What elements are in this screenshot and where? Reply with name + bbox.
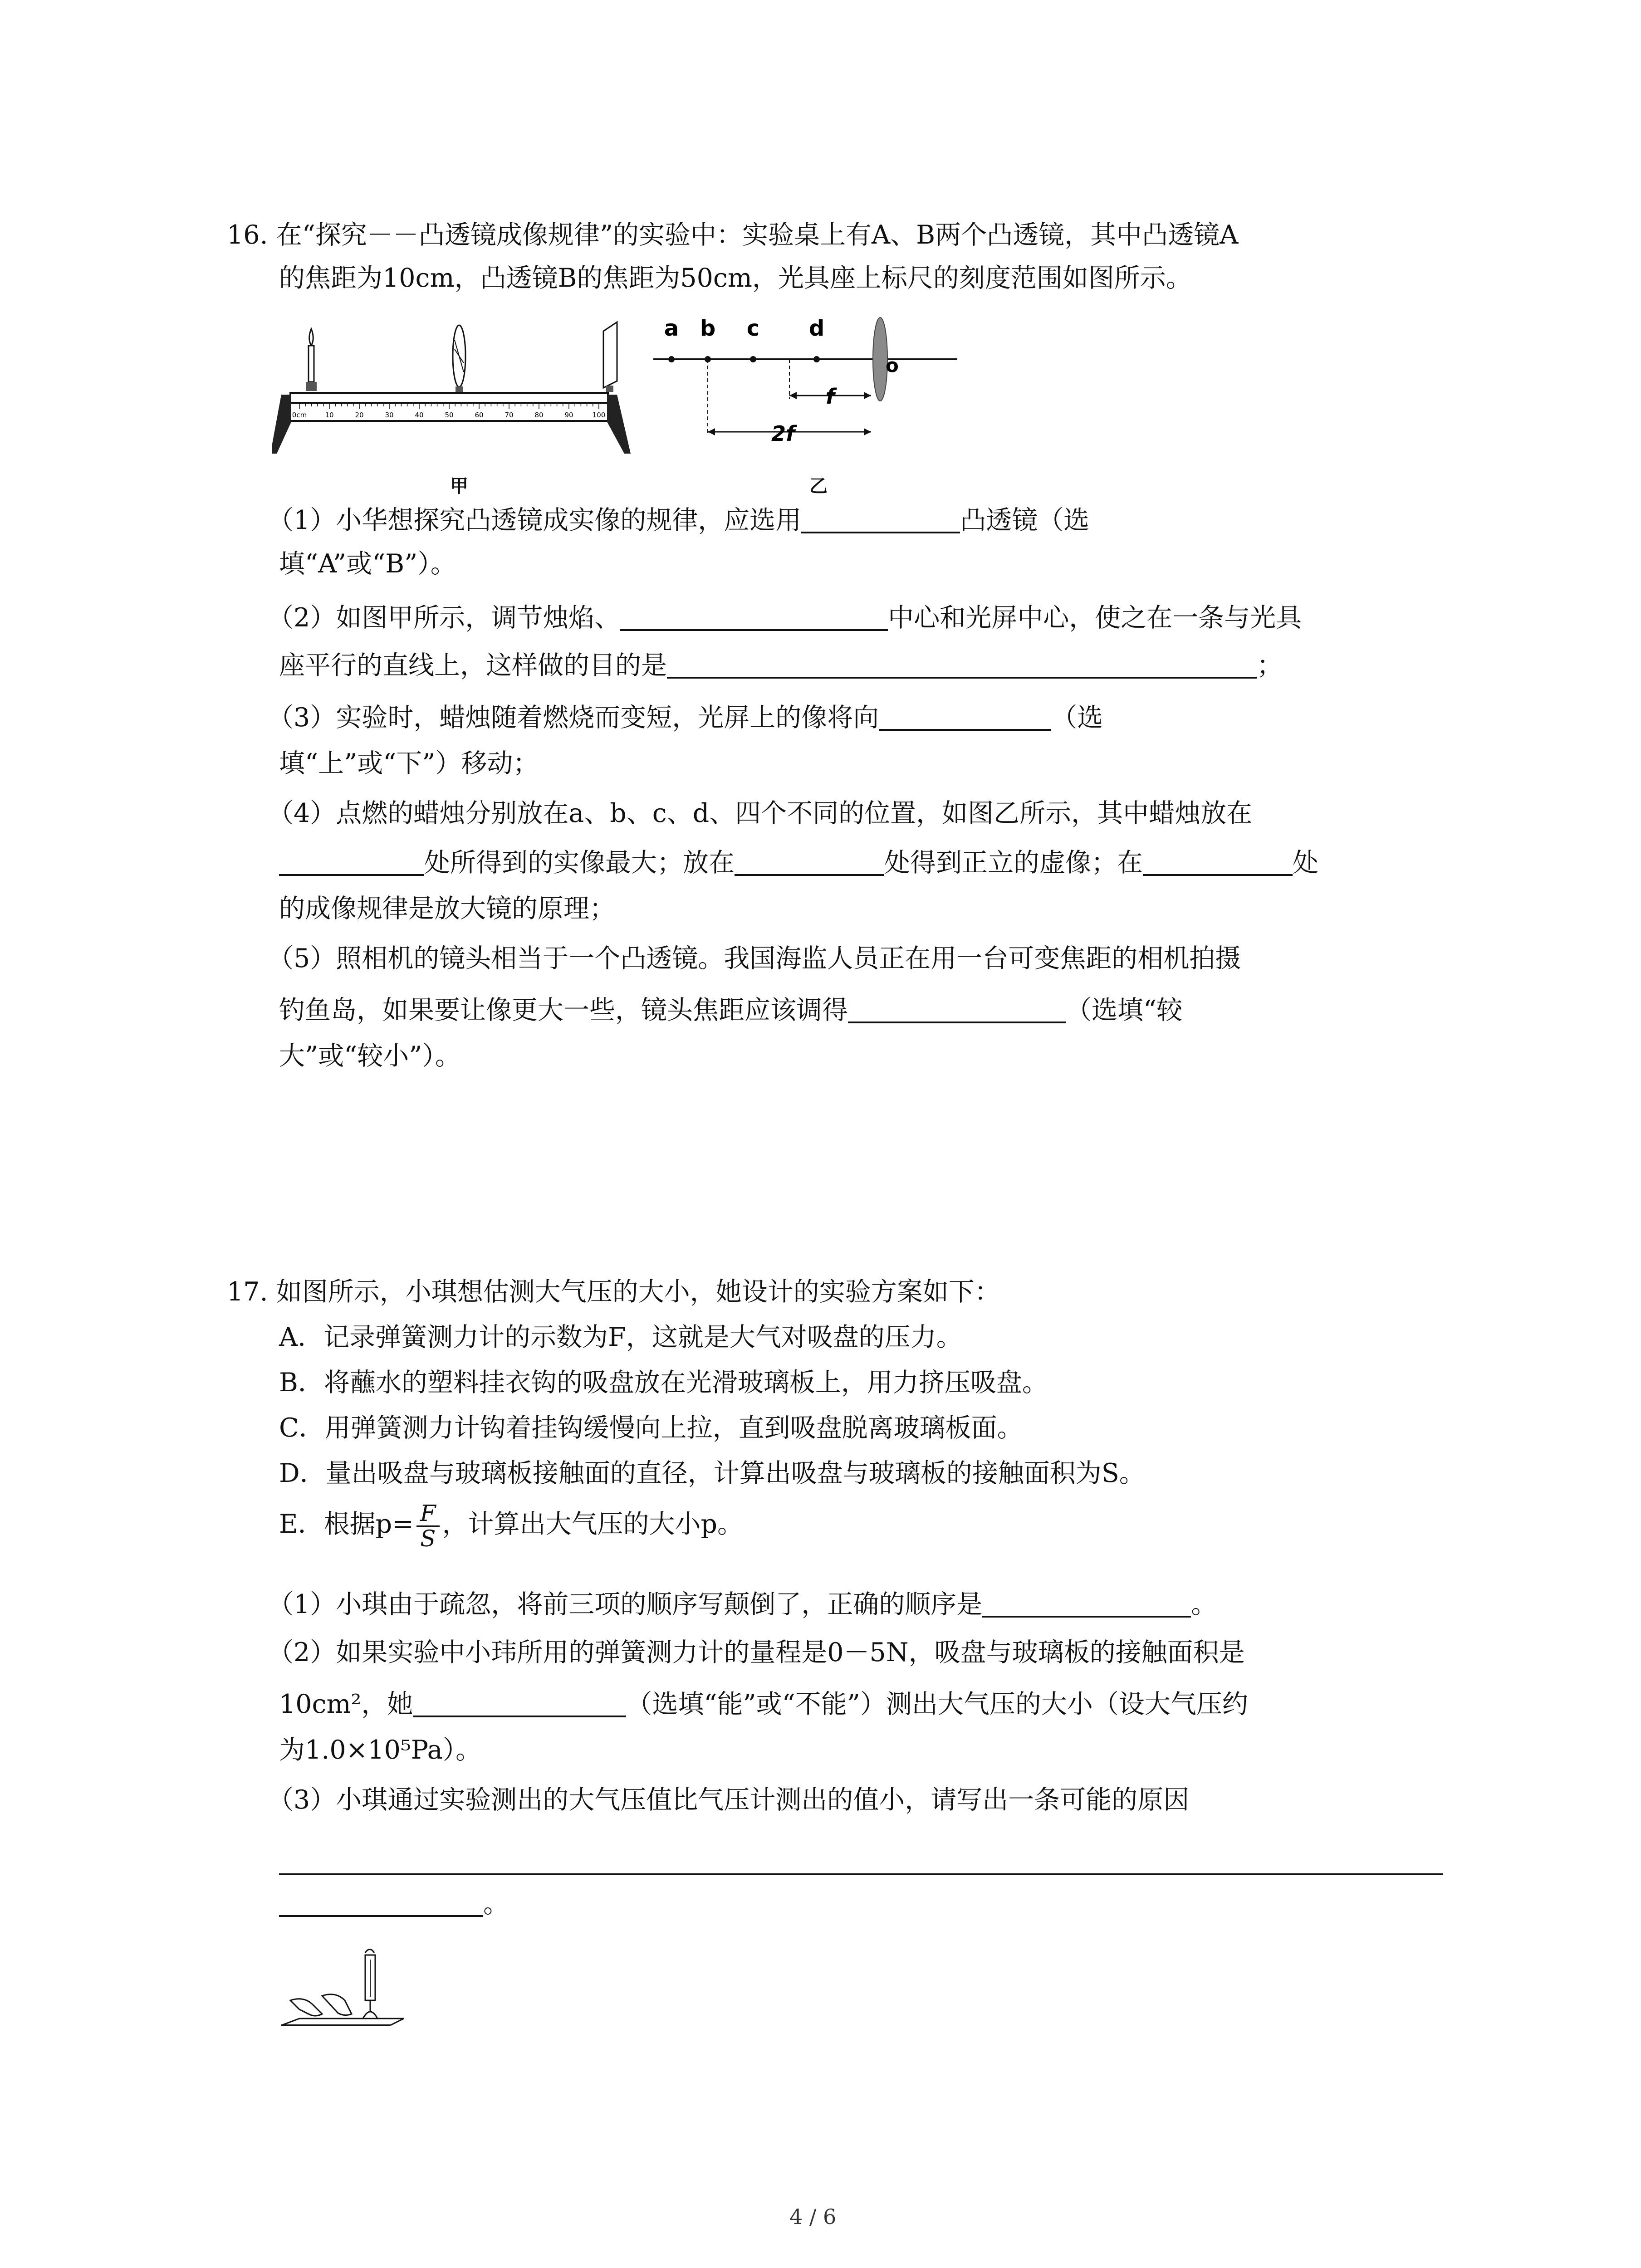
q16-part2-answer-blank1[interactable] <box>620 603 888 631</box>
spring-scale-icon <box>363 1950 377 2019</box>
q16-part3-line2: 填“上”或“下”）移动； <box>279 748 539 778</box>
q16-part4-line3: 的成像规律是放大镜的原理； <box>279 894 615 924</box>
hand-icon <box>290 1994 352 2016</box>
q16-part4-text-b: 处得到正立的虚像；在 <box>884 847 1143 878</box>
ruler-tick-label: 20 <box>355 411 364 419</box>
q17-part3-line2 <box>279 1889 509 1917</box>
q16-part1-text-a: （1）小华想探究凸透镜成实像的规律，应选用 <box>268 505 802 535</box>
q16-part5-text-a: 钓鱼岛，如果要让像更大一些，镜头焦距应该调得 <box>279 995 848 1025</box>
q17-option-e <box>279 1501 743 1550</box>
candle-position-label: c <box>746 316 760 341</box>
q17-part3-answer-line[interactable] <box>279 1873 1443 1875</box>
figure-focal-points <box>644 313 971 463</box>
formula-denominator: S <box>420 1525 436 1552</box>
ruler-tick-label: 70 <box>505 411 514 419</box>
q17-option-a: A．记录弹簧测力计的示数为F，这就是大气对吸盘的压力。 <box>279 1322 962 1352</box>
q17-part1 <box>268 1590 1217 1618</box>
q16-part1-answer-blank[interactable] <box>801 506 960 533</box>
q16-part4-answer-blank3[interactable] <box>1143 848 1293 876</box>
q16-part1-line1 <box>268 506 1089 533</box>
q17-part1-text-a: （1）小琪由于疏忽，将前三项的顺序写颠倒了，正确的顺序是 <box>268 1589 983 1619</box>
ruler-tick-label: 90 <box>564 411 573 419</box>
q16-part3-line1 <box>268 703 1103 731</box>
ruler-tick-label: 50 <box>445 411 454 419</box>
focal-length-f-label: f <box>826 384 835 409</box>
q17-part3-line1: （3）小琪通过实验测出的大气压值比气压计测出的值小，请写出一条可能的原因 <box>268 1785 1190 1815</box>
lens-center-label: o <box>886 354 899 376</box>
pressure-formula-fraction <box>416 1501 440 1550</box>
candle-position-label: d <box>808 316 825 341</box>
figure-jia-label: 甲 <box>450 476 468 497</box>
ruler-tick-label: 10 <box>325 411 334 419</box>
q16-part1-line2: 填“A”或“B”）。 <box>279 549 456 579</box>
ruler-tick-label: 80 <box>534 411 544 419</box>
q17-option-e-text-b: ，计算出大气压的大小p。 <box>442 1509 744 1540</box>
candle-position-label: a <box>664 316 679 341</box>
q16-part2-text-c: 座平行的直线上，这样做的目的是 <box>279 650 667 680</box>
screen-icon <box>603 322 617 392</box>
q17-part2-line3: 为1.0×10⁵Pa）。 <box>279 1735 482 1765</box>
ruler-tick-label: 60 <box>475 411 484 419</box>
candle-position-point <box>668 356 675 362</box>
candle-position-point <box>750 356 756 362</box>
q17-stem: 17. 如图所示，小琪想估测大气压的大小，她设计的实验方案如下： <box>227 1277 1000 1307</box>
candle-icon <box>306 329 317 391</box>
ruler-tick-label: 40 <box>415 411 424 419</box>
figure-optical-bench <box>272 313 635 463</box>
q16-stem-line2: 的焦距为10cm，凸透镜B的焦距为50cm，光具座上标尺的刻度范围如图所示。 <box>279 263 1192 293</box>
q17-part2-line2 <box>279 1690 1248 1717</box>
q16-part4-line1: （4）点燃的蜡烛分别放在a、b、c、d、四个不同的位置，如图乙所示，其中蜡烛放在 <box>268 798 1253 828</box>
q16-part2-line1 <box>268 603 1302 631</box>
q17-option-c: C．用弹簧测力计钩着挂钩缓慢向上拉，直到吸盘脱离玻璃板面。 <box>279 1413 1023 1443</box>
q17-part1-text-b: 。 <box>1191 1589 1217 1619</box>
q16-part4-answer-blank2[interactable] <box>735 848 884 876</box>
q17-option-b: B．将蘸水的塑料挂衣钩的吸盘放在光滑玻璃板上，用力挤压吸盘。 <box>279 1368 1048 1398</box>
q16-part2-answer-blank2[interactable] <box>667 651 1257 679</box>
q16-part4-answer-blank1[interactable] <box>279 848 424 876</box>
q16-part5-line3: 大”或“较小”）。 <box>279 1041 461 1071</box>
formula-numerator: F <box>416 1501 440 1527</box>
lens-icon <box>453 325 465 393</box>
q16-part2-line2 <box>279 651 1283 679</box>
q17-part2-text-a: 10cm²，她 <box>279 1689 413 1719</box>
candle-position-point <box>813 356 820 362</box>
q17-part3-answer-blank[interactable] <box>279 1889 483 1917</box>
q16-part5-text-b: （选填“较 <box>1066 995 1183 1025</box>
q17-option-e-text-a: E．根据p= <box>279 1509 414 1540</box>
q16-part2-text-a: （2）如图甲所示，调节烛焰、 <box>268 602 621 633</box>
q16-part2-text-d: ； <box>1257 650 1283 680</box>
q17-option-d: D．量出吸盘与玻璃板接触面的直径，计算出吸盘与玻璃板的接触面积为S。 <box>279 1458 1145 1488</box>
q17-part2-line1: （2）如果实验中小玮所用的弹簧测力计的量程是0－5N，吸盘与玻璃板的接触面积是 <box>268 1637 1245 1667</box>
q16-part4-line2 <box>279 848 1318 876</box>
q17-part1-answer-blank[interactable] <box>982 1590 1191 1618</box>
q16-part4-text-c: 处 <box>1293 847 1318 878</box>
ruler-tick-label: 30 <box>385 411 394 419</box>
q16-part3-text-a: （3）实验时，蜡烛随着燃烧而变短，光屏上的像将向 <box>268 702 879 733</box>
q16-part5-line2 <box>279 996 1182 1023</box>
q16-part5-answer-blank[interactable] <box>848 996 1066 1023</box>
q16-stem-line1: 16. 在“探究－－凸透镜成像规律”的实验中：实验桌上有A、B两个凸透镜，其中凸透镜A <box>227 220 1239 250</box>
q16-part1-text-b: 凸透镜（选 <box>960 505 1090 535</box>
page-number: 4 / 6 <box>789 2204 837 2229</box>
q16-part3-text-b: （选 <box>1051 702 1103 733</box>
q17-part2-answer-blank[interactable] <box>413 1690 626 1717</box>
q17-part3-end: 。 <box>483 1888 509 1919</box>
figure-suction-cup-experiment <box>272 1946 408 2037</box>
q16-part4-text-a: 处所得到的实像最大；放在 <box>424 847 735 878</box>
q17-part2-text-b: （选填“能”或“不能”）测出大气压的大小（设大气压约 <box>626 1689 1248 1719</box>
figure-yi-label: 乙 <box>809 476 828 497</box>
ruler-tick-label: 0cm <box>292 411 307 419</box>
q16-part5-line1: （5）照相机的镜头相当于一个凸透镜。我国海监人员正在用一台可变焦距的相机拍摄 <box>268 943 1241 973</box>
q16-part2-text-b: 中心和光屏中心，使之在一条与光具 <box>888 602 1302 633</box>
ruler-tick-label: 100 <box>592 411 606 419</box>
candle-position-label: b <box>700 316 716 341</box>
q16-part3-answer-blank[interactable] <box>879 703 1051 731</box>
double-focal-length-label: 2f <box>771 421 795 446</box>
